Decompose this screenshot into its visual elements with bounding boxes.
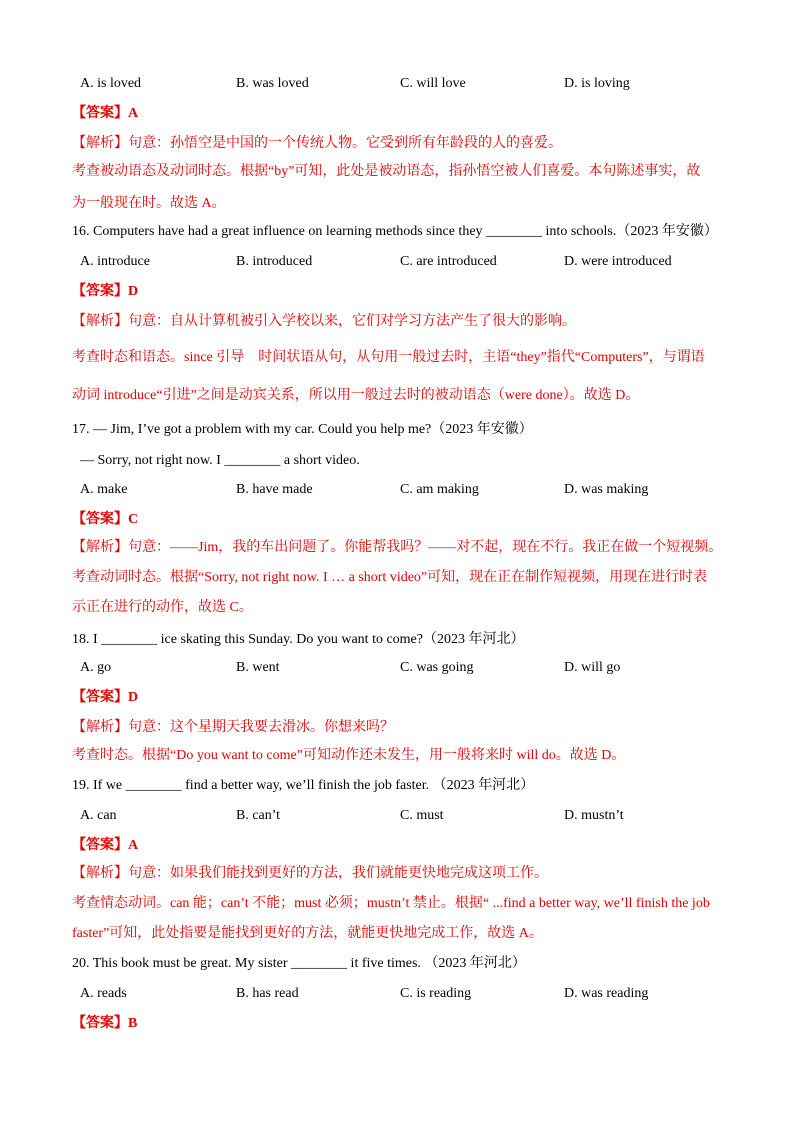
question-line: 17. — Jim, I’ve got a problem with my car. Could you help me?（2023 年安徽）	[72, 422, 533, 437]
explanation-line: 考查动词时态。根据“Sorry, not right now. I … a short video”可知，现在正在制作短视频，用现在进行时表	[72, 570, 708, 585]
option-a: A. make	[80, 482, 128, 497]
option-c: C. must	[400, 808, 444, 823]
explanation-line: 动词 introduce“引进”之间是动宾关系，所以用一般过去时的被动语态（were done）。故选 D。	[72, 388, 640, 403]
explanation-line: 示正在进行的动作，故选 C。	[72, 600, 253, 615]
question-line: 16. Computers have had a great influence on learning methods since they ________ into schools.（2023 年安徽）	[72, 224, 718, 239]
explanation-line: faster”可知，此处指要是能找到更好的方法，就能更快地完成工作，故选 A。	[72, 926, 543, 941]
question-line: 20. This book must be great. My sister ________ it five times. （2023 年河北）	[72, 956, 526, 971]
answer-line: 【答案】C	[72, 512, 139, 527]
options-row	[80, 984, 720, 1004]
explanation-line: 【解析】句意：这个星期天我要去滑冰。你想来吗？	[72, 720, 394, 735]
question-line: — Sorry, not right now. I ________ a short video.	[80, 453, 360, 468]
option-b: B. has read	[236, 986, 299, 1001]
options-row	[80, 806, 720, 826]
option-b: B. was loved	[236, 76, 309, 91]
options-row	[80, 480, 720, 500]
option-a: A. can	[80, 808, 117, 823]
option-a: A. reads	[80, 986, 127, 1001]
explanation-line: 【解析】句意：如果我们能找到更好的方法，我们就能更快地完成这项工作。	[72, 866, 548, 881]
option-d: D. is loving	[564, 76, 630, 91]
explanation-line: 考查被动语态及动词时态。根据“by”可知，此处是被动语态，指孙悟空被人们喜爱。本句陈述事实，故	[72, 164, 701, 179]
option-d: D. mustn’t	[564, 808, 624, 823]
options-row	[80, 252, 720, 272]
option-a: A. is loved	[80, 76, 142, 91]
option-d: D. will go	[564, 660, 621, 675]
explanation-line: 【解析】句意：孙悟空是中国的一个传统人物。它受到所有年龄段的人的喜爱。	[72, 136, 562, 151]
explanation-line: 【解析】句意：自从计算机被引入学校以来，它们对学习方法产生了很大的影响。	[72, 314, 576, 329]
explanation-line: 为一般现在时。故选 A。	[72, 196, 226, 211]
option-c: C. am making	[400, 482, 479, 497]
option-b: B. have made	[236, 482, 313, 497]
option-b: B. introduced	[236, 254, 313, 269]
answer-line: 【答案】D	[72, 690, 139, 705]
explanation-line: 考查时态。根据“Do you want to come”可知动作还未发生，用一般将来时 will do。故选 D。	[72, 748, 626, 763]
answer-line: 【答案】A	[72, 106, 139, 121]
option-b: B. went	[236, 660, 280, 675]
explanation-line: 考查情态动词。can 能；can’t 不能；must 必须；mustn’t 禁止。根据“ ...find a better way, we’ll finish the job	[72, 896, 710, 911]
option-b: B. can’t	[236, 808, 281, 823]
option-d: D. was reading	[564, 986, 649, 1001]
options-row	[80, 658, 720, 678]
options-row	[80, 74, 720, 94]
option-d: D. were introduced	[564, 254, 672, 269]
question-line: 18. I ________ ice skating this Sunday. Do you want to come?（2023 年河北）	[72, 632, 525, 647]
option-d: D. was making	[564, 482, 649, 497]
option-c: C. will love	[400, 76, 466, 91]
answer-line: 【答案】D	[72, 284, 139, 299]
option-c: C. are introduced	[400, 254, 497, 269]
option-a: A. go	[80, 660, 112, 675]
question-line: 19. If we ________ find a better way, we’ll finish the job faster. （2023 年河北）	[72, 778, 535, 793]
option-c: C. is reading	[400, 986, 472, 1001]
option-a: A. introduce	[80, 254, 150, 269]
explanation-line: 考查时态和语态。since 引导 时间状语从句，从句用一般过去时，主语“they”指代“Computers”，与谓语	[72, 350, 705, 365]
answer-line: 【答案】B	[72, 1016, 138, 1031]
answer-line: 【答案】A	[72, 838, 139, 853]
explanation-line: 【解析】句意：——Jim，我的车出问题了。你能帮我吗？——对不起，现在不行。我正在做一个短视频。	[72, 540, 723, 555]
option-c: C. was going	[400, 660, 474, 675]
